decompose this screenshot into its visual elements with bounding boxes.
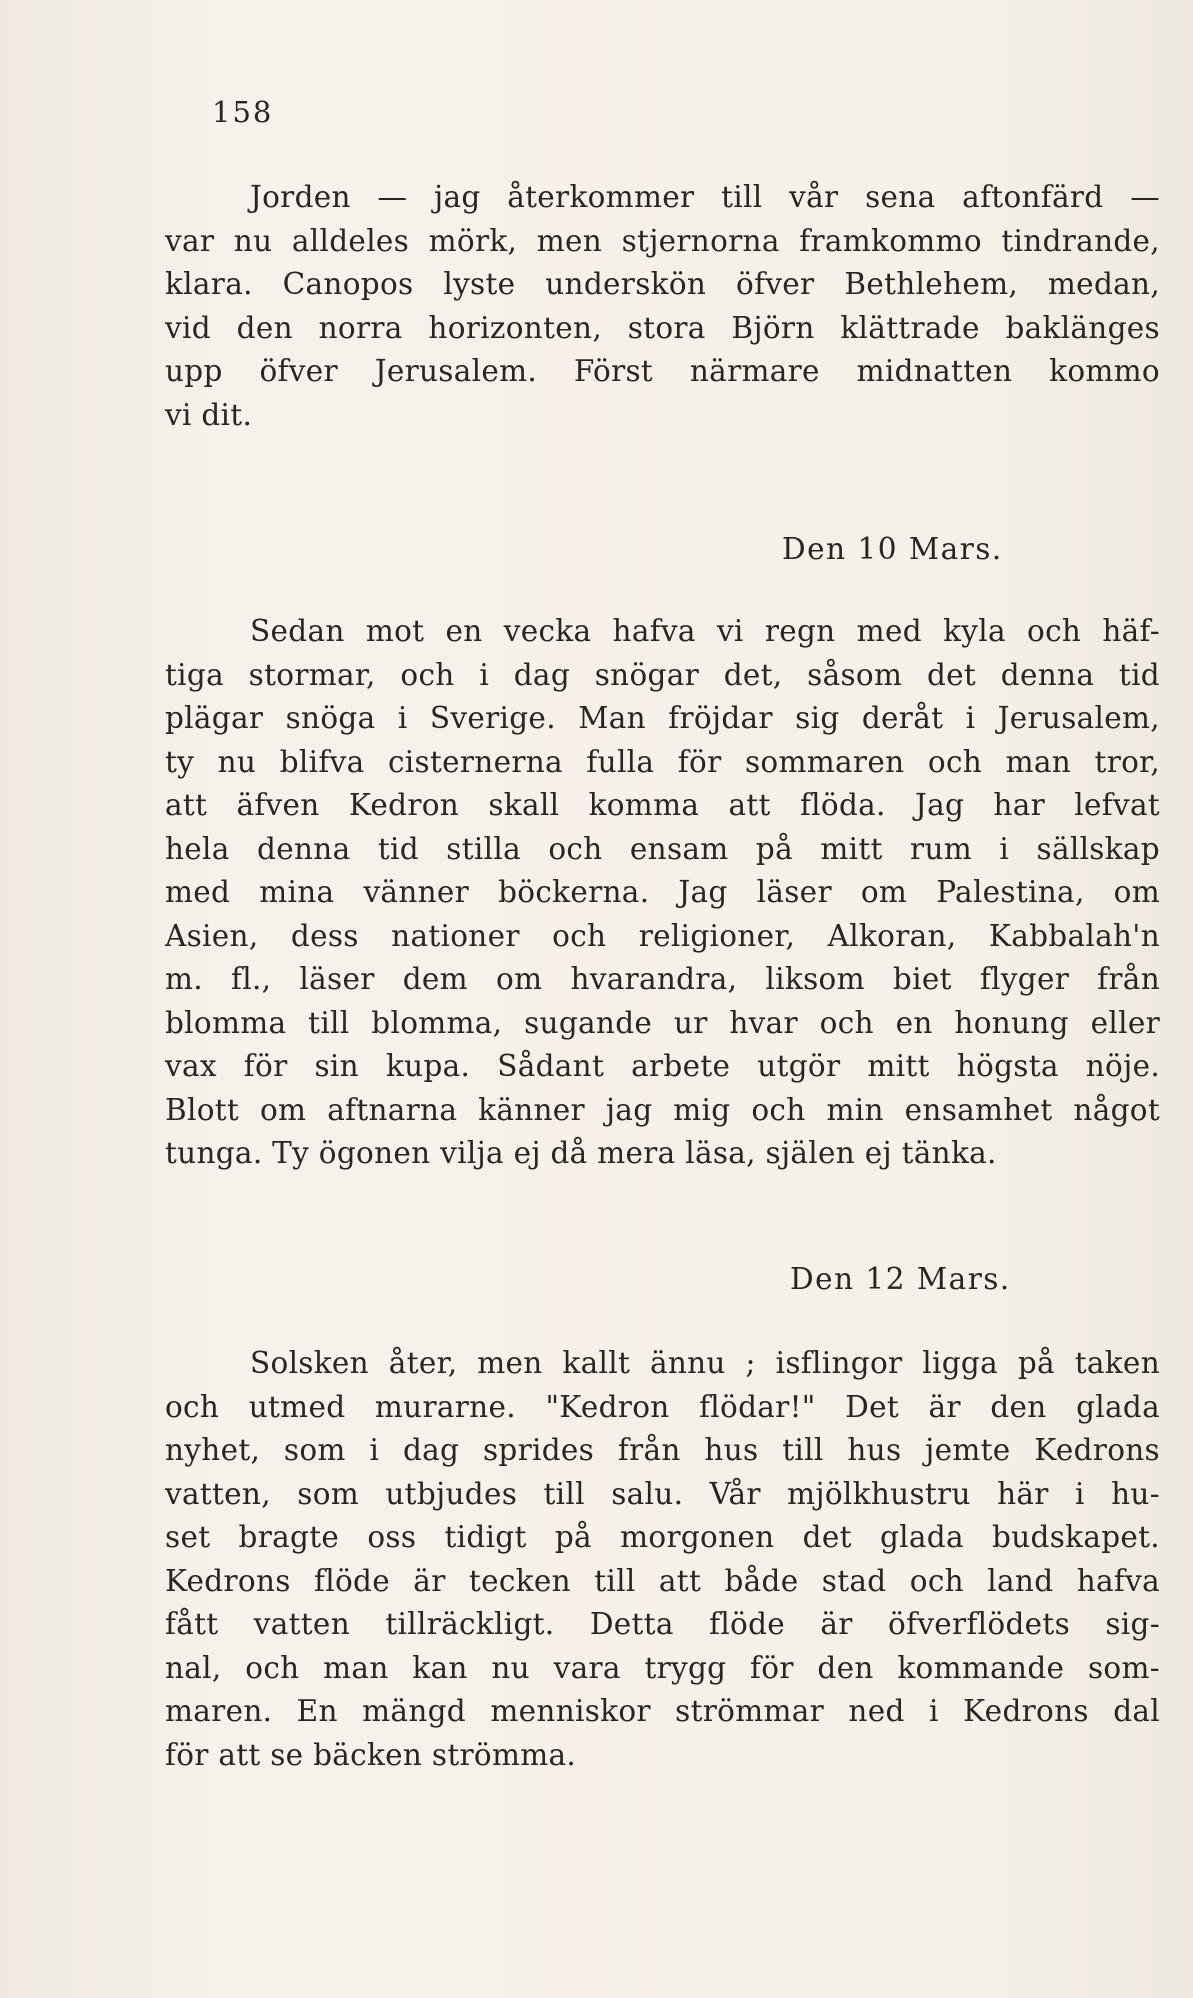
paragraph-kedron-flows bbox=[165, 1342, 1160, 1777]
text-line: nyhet, som i dag sprides från hus till hus jemte Kedrons bbox=[165, 1433, 1160, 1467]
date-heading: Den 12 Mars. bbox=[790, 1262, 1011, 1296]
page-number: 158 bbox=[212, 95, 274, 129]
text-line: fått vatten tillräckligt. Detta flöde är öfverflödets sig- bbox=[165, 1607, 1160, 1641]
text-line: blomma till blomma, sugande ur hvar och en honung eller bbox=[165, 1005, 1160, 1040]
text-line: vatten, som utbjudes till salu. Vår mjölkhustru här i hu- bbox=[165, 1476, 1160, 1511]
text-line: set bragte oss tidigt på morgonen det glada budskapet. bbox=[165, 1520, 1160, 1554]
text-line: Jorden — jag återkommer till vår sena aftonfärd — bbox=[250, 180, 1160, 214]
text-line: ty nu blifva cisternerna fulla för sommaren och man tror, bbox=[165, 744, 1160, 779]
paragraph-rain-and-books bbox=[165, 610, 1160, 1176]
text-line: och utmed murarne. "Kedron flödar!" Det är den glada bbox=[165, 1389, 1160, 1424]
text-line: Asien, dess nationer och religioner, Alkoran, Kabbalah'n bbox=[165, 918, 1160, 953]
text-line: Solsken åter, men kallt ännu ; isflingor ligga på taken bbox=[250, 1346, 1160, 1380]
text-line: vid den norra horizonten, stora Björn klättrade baklänges bbox=[165, 310, 1160, 345]
paragraph-night-journey bbox=[165, 176, 1160, 437]
text-line: upp öfver Jerusalem. Först närmare midnatten kommo bbox=[165, 354, 1160, 388]
text-line: m. fl., läser dem om hvarandra, liksom biet flyger från bbox=[165, 962, 1160, 996]
text-line: var nu alldeles mörk, men stjernorna framkommo tindrande, bbox=[165, 223, 1160, 258]
text-line: vax för sin kupa. Sådant arbete utgör mitt högsta nöje. bbox=[165, 1049, 1160, 1083]
text-line: maren. En mängd menniskor strömmar ned i Kedrons dal bbox=[165, 1694, 1160, 1728]
text-line: för att se bäcken strömma. bbox=[165, 1737, 577, 1772]
text-line: hela denna tid stilla och ensam på mitt rum i sällskap bbox=[165, 831, 1160, 866]
text-line: nal, och man kan nu vara trygg för den kommande som- bbox=[165, 1650, 1160, 1685]
text-line: med mina vänner böckerna. Jag läser om Palestina, om bbox=[165, 875, 1160, 909]
date-heading: Den 10 Mars. bbox=[782, 532, 1003, 566]
text-line: Sedan mot en vecka hafva vi regn med kyla och häf- bbox=[250, 614, 1160, 648]
text-line: tiga stormar, och i dag snögar det, såsom det denna tid bbox=[165, 657, 1160, 692]
text-line: vi dit. bbox=[165, 397, 253, 432]
text-line: tunga. Ty ögonen vilja ej då mera läsa, själen ej tänka. bbox=[165, 1136, 997, 1170]
text-line: att äfven Kedron skall komma att flöda. Jag har lefvat bbox=[165, 788, 1160, 822]
text-line: plägar snöga i Sverige. Man fröjdar sig deråt i Jerusalem, bbox=[165, 701, 1160, 735]
text-line: Kedrons flöde är tecken till att både stad och land hafva bbox=[165, 1563, 1160, 1598]
text-line: Blott om aftnarna känner jag mig och min ensamhet något bbox=[165, 1092, 1160, 1127]
text-line: klara. Canopos lyste underskön öfver Bethlehem, medan, bbox=[165, 267, 1160, 301]
